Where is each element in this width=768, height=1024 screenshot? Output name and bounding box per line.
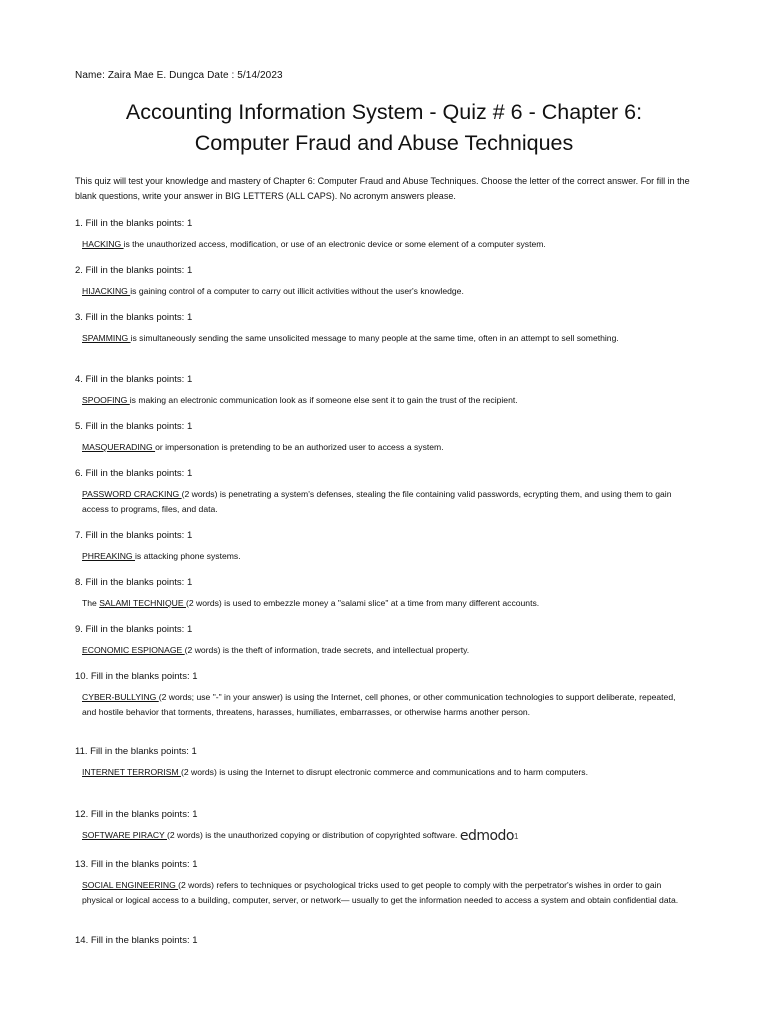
page-title xyxy=(40,97,728,159)
question-heading: 9. Fill in the blanks points: 1 xyxy=(75,624,193,635)
answer: SOCIAL ENGINEERING xyxy=(82,880,179,890)
question-text: HIJACKING is gaining control of a computer to carry out illicit activities without the user's knowledge. xyxy=(82,286,464,296)
question-heading: 11. Fill in the blanks points: 1 xyxy=(75,746,197,757)
question-13 xyxy=(75,859,695,907)
question-text: SOCIAL ENGINEERING (2 words) refers to techniques or psychological tricks used to get people to comply with the perpetrator's wishes in order to gain physical or logical access to a building, computer, server, or network— usually to get the information needed to access a system and obtain confidential data. xyxy=(82,880,679,905)
question-heading: 6. Fill in the blanks points: 1 xyxy=(75,468,193,479)
answer: ECONOMIC ESPIONAGE xyxy=(82,645,185,655)
question-11 xyxy=(75,746,695,780)
title-line-2: Computer Fraud and Abuse Techniques xyxy=(194,131,574,155)
name-date-line: Name: Zaira Mae E. Dungca Date : 5/14/2023 xyxy=(75,70,283,81)
question-text: PASSWORD CRACKING (2 words) is penetrating a system's defenses, stealing the file containing valid passwords, ecrypting them, and using them to gain access to programs, files, and data. xyxy=(82,489,672,514)
question-heading: 8. Fill in the blanks points: 1 xyxy=(75,577,193,588)
edmodo-logo: edmodo xyxy=(459,828,514,844)
question-heading: 3. Fill in the blanks points: 1 xyxy=(75,312,193,323)
title-line-1: Accounting Information System - Quiz # 6 - Chapter 6: xyxy=(125,100,643,124)
question-heading: 2. Fill in the blanks points: 1 xyxy=(75,265,193,276)
question-8 xyxy=(75,577,695,611)
question-7 xyxy=(75,530,695,564)
question-6 xyxy=(75,468,695,516)
question-text: ECONOMIC ESPIONAGE (2 words) is the theft of information, trade secrets, and intellectual property. xyxy=(82,645,470,655)
question-heading: 12. Fill in the blanks points: 1 xyxy=(75,809,198,820)
question-10 xyxy=(75,671,695,719)
quiz-intro: This quiz will test your knowledge and mastery of Chapter 6: Computer Fraud and Abuse Techniques. Choose the letter of the correct answer. For fill in the blank questions, write your answer in BIG LETTERS (ALL CAPS). No acronym answers please. xyxy=(75,176,690,201)
question-text: PHREAKING is attacking phone systems. xyxy=(82,551,241,561)
answer: CYBER-BULLYING xyxy=(82,692,159,702)
answer: INTERNET TERRORISM xyxy=(82,767,181,777)
question-text: SPAMMING is simultaneously sending the same unsolicited message to many people at the same time, often in an attempt to sell something. xyxy=(82,333,619,343)
page-number: 1 xyxy=(513,832,519,841)
answer: SPAMMING xyxy=(82,333,131,343)
question-heading: 4. Fill in the blanks points: 1 xyxy=(75,374,193,385)
question-heading: 13. Fill in the blanks points: 1 xyxy=(75,859,198,870)
question-text: HACKING is the unauthorized access, modification, or use of an electronic device or some element of a computer system. xyxy=(82,239,546,249)
question-heading: 1. Fill in the blanks points: 1 xyxy=(75,218,193,229)
question-14 xyxy=(75,935,695,947)
answer: SOFTWARE PIRACY xyxy=(82,830,167,840)
question-1 xyxy=(75,218,695,252)
answer: HIJACKING xyxy=(82,286,131,296)
question-heading: 5. Fill in the blanks points: 1 xyxy=(75,421,193,432)
question-heading: 10. Fill in the blanks points: 1 xyxy=(75,671,198,682)
answer: HACKING xyxy=(82,239,124,249)
answer: PASSWORD CRACKING xyxy=(82,489,182,499)
question-2 xyxy=(75,265,695,299)
answer: MASQUERADING xyxy=(82,442,156,452)
answer: PHREAKING xyxy=(82,551,136,561)
question-text: SOFTWARE PIRACY (2 words) is the unauthorized copying or distribution of copyrighted software. edmodo1 xyxy=(82,828,519,844)
answer: SALAMI TECHNIQUE xyxy=(99,598,186,608)
answer: SPOOFING xyxy=(82,395,130,405)
question-text: MASQUERADING or impersonation is pretending to be an authorized user to access a system. xyxy=(82,442,444,452)
question-4 xyxy=(75,374,695,408)
question-9 xyxy=(75,624,695,658)
question-12 xyxy=(75,809,695,845)
question-text: CYBER-BULLYING (2 words; use "-" in your answer) is using the Internet, cell phones, or other communication technologies to support deliberate, repeated, and hostile behavior that torments, threatens, harasses, humiliates, embarrasses, or otherwise harms another person. xyxy=(82,692,676,717)
question-heading: 7. Fill in the blanks points: 1 xyxy=(75,530,193,541)
question-heading: 14. Fill in the blanks points: 1 xyxy=(75,935,198,946)
question-text: The SALAMI TECHNIQUE (2 words) is used to embezzle money a "salami slice" at a time from many different accounts. xyxy=(82,598,540,608)
question-5 xyxy=(75,421,695,455)
question-text: INTERNET TERRORISM (2 words) is using the Internet to disrupt electronic commerce and communications and to harm computers. xyxy=(82,767,588,777)
question-text: SPOOFING is making an electronic communication look as if someone else sent it to gain the trust of the recipient. xyxy=(82,395,518,405)
question-3 xyxy=(75,312,695,346)
